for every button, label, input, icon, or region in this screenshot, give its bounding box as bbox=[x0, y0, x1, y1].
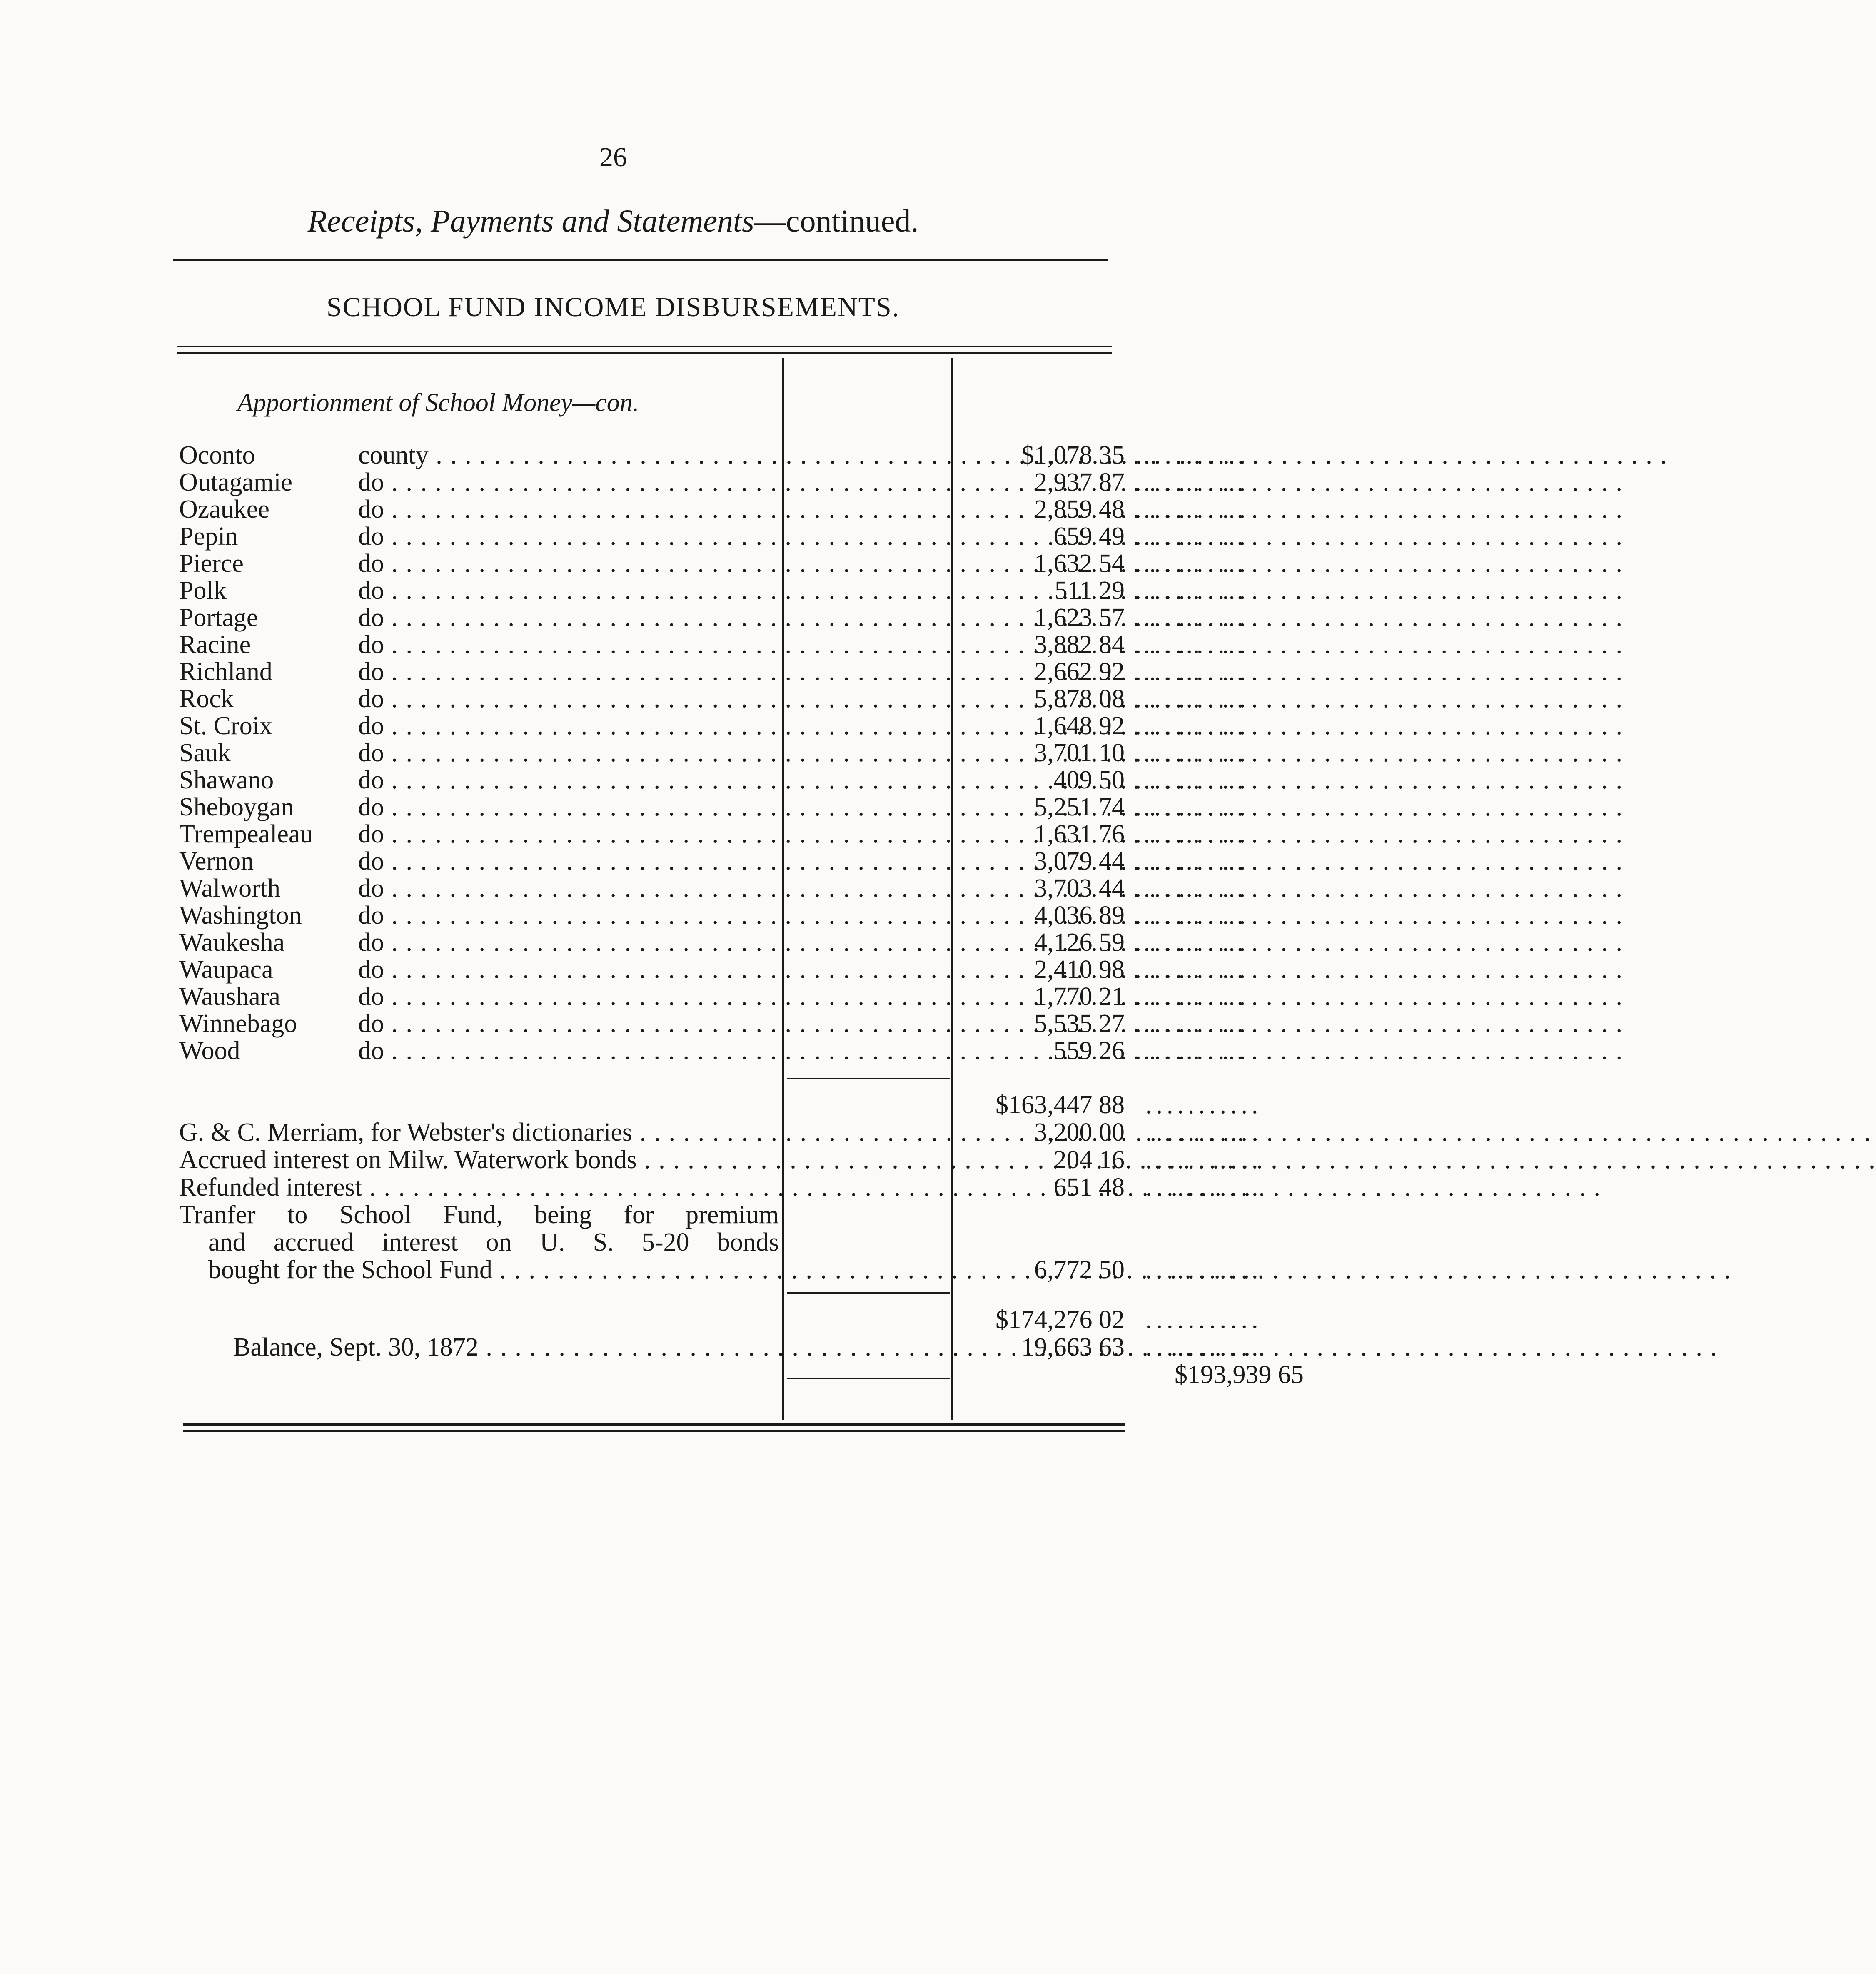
county-label bbox=[179, 1010, 779, 1037]
county-label bbox=[179, 604, 779, 631]
transfer-amount: 6,772 50 bbox=[1034, 1256, 1125, 1284]
dot-leader: ........... bbox=[1133, 739, 1250, 767]
county-name: Trempealeau bbox=[179, 820, 313, 848]
county-suffix: do bbox=[358, 576, 384, 605]
dot-leader: ........... bbox=[1133, 712, 1250, 740]
county-name: Vernon bbox=[179, 847, 254, 875]
county-suffix: do bbox=[358, 793, 384, 821]
county-amount: 4,036 89 bbox=[1034, 901, 1125, 930]
transfer-text-line2: and accrued interest on U. S. 5-20 bonds bbox=[208, 1228, 779, 1256]
county-suffix: do bbox=[358, 901, 384, 930]
county-name: Polk bbox=[179, 576, 227, 605]
county-name: Oconto bbox=[179, 441, 255, 469]
other-item-label: Refunded interest . . . bbox=[179, 1174, 779, 1201]
dot-leader: ........... bbox=[1133, 631, 1250, 659]
grand-total-amount: $193,939 65 bbox=[1175, 1361, 1304, 1389]
county-amount: 2,410 98 bbox=[1034, 955, 1125, 984]
county-label bbox=[179, 847, 779, 875]
county-amount: 511 29 bbox=[1054, 576, 1125, 605]
county-name: St. Croix bbox=[179, 712, 272, 740]
county-label bbox=[179, 766, 779, 794]
county-label bbox=[179, 902, 779, 929]
county-amount: 4,126 59 bbox=[1034, 928, 1125, 957]
county-amount: 5,878 08 bbox=[1034, 685, 1125, 713]
dot-leader: ........... bbox=[1133, 549, 1250, 578]
balance-amount: 19,663 63 bbox=[1021, 1333, 1125, 1361]
dot-leader: ........... bbox=[1133, 901, 1250, 930]
county-suffix: do bbox=[358, 766, 384, 794]
county-name: Waushara bbox=[179, 982, 280, 1011]
county-amount: 2,859 48 bbox=[1034, 495, 1125, 523]
county-name: Ozaukee bbox=[179, 495, 269, 523]
dot-leader: ........... bbox=[1145, 1091, 1262, 1119]
county-label bbox=[179, 685, 779, 713]
county-amount: 2,662 92 bbox=[1034, 658, 1125, 686]
dot-leader: ........... bbox=[1145, 1173, 1262, 1201]
dot-leader: ........... bbox=[1133, 955, 1250, 984]
county-name: Pierce bbox=[179, 549, 244, 578]
county-suffix: do bbox=[358, 712, 384, 740]
county-label bbox=[179, 1037, 779, 1064]
dot-leader: ........... bbox=[1133, 766, 1250, 794]
county-amount: 3,701 10 bbox=[1034, 739, 1125, 767]
dot-leader: ........... bbox=[1133, 522, 1250, 551]
county-suffix: do bbox=[358, 603, 384, 632]
county-label bbox=[179, 793, 779, 821]
county-suffix: do bbox=[358, 495, 384, 523]
balance-label: Balance, Sept. 30, 1872 . . . bbox=[233, 1333, 779, 1361]
county-name: Pepin bbox=[179, 522, 238, 551]
page-heading bbox=[0, 203, 1226, 239]
county-suffix: do bbox=[358, 1037, 384, 1065]
county-suffix: do bbox=[358, 549, 384, 578]
county-name: Racine bbox=[179, 631, 251, 659]
county-suffix: do bbox=[358, 1009, 384, 1038]
county-suffix: do bbox=[358, 928, 384, 957]
county-name: Outagamie bbox=[179, 468, 293, 496]
county-label bbox=[179, 469, 779, 496]
county-amount: 2,937 87 bbox=[1034, 468, 1125, 496]
county-label bbox=[179, 577, 779, 604]
county-amount: 3,079 44 bbox=[1034, 847, 1125, 875]
county-label bbox=[179, 658, 779, 685]
county-amount: 1,770 21 bbox=[1034, 982, 1125, 1011]
subtotal-2-rule bbox=[787, 1292, 950, 1294]
county-label bbox=[179, 496, 779, 523]
dot-leader: ........... bbox=[1145, 1256, 1262, 1284]
county-label bbox=[179, 929, 779, 956]
heading-rule bbox=[173, 259, 1108, 261]
dot-leader: ........... bbox=[1133, 441, 1250, 469]
county-suffix: do bbox=[358, 982, 384, 1011]
footer-double-rule-top bbox=[183, 1423, 1125, 1426]
dot-leader: ........... bbox=[1133, 603, 1250, 632]
county-label bbox=[179, 441, 779, 469]
dot-leader: ........... bbox=[1133, 1009, 1250, 1038]
county-amount: 1,648 92 bbox=[1034, 712, 1125, 740]
transfer-text-line3: bought for the School Fund . . . bbox=[208, 1256, 779, 1284]
county-amount: 1,631 76 bbox=[1034, 820, 1125, 848]
balance-rule bbox=[787, 1378, 950, 1379]
county-amount: 559 26 bbox=[1053, 1037, 1125, 1065]
county-amount: 659 49 bbox=[1053, 522, 1125, 551]
section-title: SCHOOL FUND INCOME DISBURSEMENTS. bbox=[326, 292, 900, 322]
county-name: Sheboygan bbox=[179, 793, 294, 821]
dot-leader: ........... bbox=[1133, 495, 1250, 523]
other-item-amount: 651 48 bbox=[1053, 1173, 1125, 1201]
dot-leader: ........... bbox=[1133, 982, 1250, 1011]
county-label bbox=[179, 956, 779, 983]
county-label bbox=[179, 983, 779, 1010]
footer-double-rule-bottom bbox=[183, 1430, 1125, 1432]
county-amount: 5,251 74 bbox=[1034, 793, 1125, 821]
county-name: Richland bbox=[179, 658, 272, 686]
other-item-label: Accrued interest on Milw. Waterwork bonds . . . bbox=[179, 1146, 779, 1174]
county-label bbox=[179, 712, 779, 740]
heading-rest: —continued. bbox=[754, 204, 919, 239]
county-name: Wood bbox=[179, 1037, 240, 1065]
county-name: Waupaca bbox=[179, 955, 273, 984]
other-item-amount: 204 16 bbox=[1053, 1146, 1125, 1174]
county-suffix: county bbox=[358, 441, 429, 469]
county-name: Portage bbox=[179, 603, 258, 632]
dot-leader: ........... bbox=[1133, 658, 1250, 686]
dot-leader: ........... bbox=[1133, 685, 1250, 713]
subheading: Apportionment of School Money—con. bbox=[237, 389, 639, 417]
subtotal-1-amount: $163,447 88 bbox=[995, 1091, 1125, 1119]
county-amount: 1,632 54 bbox=[1034, 549, 1125, 578]
transfer-text-line1: Tranfer to School Fund, being for premium bbox=[179, 1201, 779, 1229]
title-double-rule-bottom bbox=[177, 352, 1112, 354]
county-name: Sauk bbox=[179, 739, 231, 767]
dot-leader: ........... bbox=[1133, 874, 1250, 902]
dot-leader: ........... bbox=[1133, 576, 1250, 605]
county-suffix: do bbox=[358, 685, 384, 713]
county-label bbox=[179, 739, 779, 767]
subtotal-2-amount: $174,276 02 bbox=[995, 1306, 1125, 1334]
county-name: Winnebago bbox=[179, 1009, 297, 1038]
dot-leader: ........... bbox=[1133, 847, 1250, 875]
county-label bbox=[179, 523, 779, 550]
county-amount: 409 50 bbox=[1053, 766, 1125, 794]
other-item-label: G. & C. Merriam, for Webster's dictionaries . . . bbox=[179, 1119, 779, 1146]
dot-leader: ........... bbox=[1133, 820, 1250, 848]
page-number: 26 bbox=[599, 142, 627, 172]
county-amount: 1,623 57 bbox=[1034, 603, 1125, 632]
county-suffix: do bbox=[358, 658, 384, 686]
county-suffix: do bbox=[358, 847, 384, 875]
county-suffix: do bbox=[358, 522, 384, 551]
county-name: Waukesha bbox=[179, 928, 285, 957]
dot-leader: ........... bbox=[1133, 1037, 1250, 1065]
county-label bbox=[179, 550, 779, 577]
dot-leader: ........... bbox=[1133, 793, 1250, 821]
dot-leader: ........... bbox=[1145, 1333, 1262, 1361]
county-amount: 3,703 44 bbox=[1034, 874, 1125, 902]
dot-leader: ........... bbox=[1145, 1306, 1262, 1334]
title-double-rule-top bbox=[177, 346, 1112, 347]
county-suffix: do bbox=[358, 874, 384, 902]
county-label bbox=[179, 875, 779, 902]
county-suffix: do bbox=[358, 820, 384, 848]
county-suffix: do bbox=[358, 955, 384, 984]
other-item-amount: 3,200 00 bbox=[1034, 1118, 1125, 1147]
county-amount: 3,882 84 bbox=[1034, 631, 1125, 659]
county-amount: 5,535 27 bbox=[1034, 1009, 1125, 1038]
dot-leader: ........... bbox=[1133, 928, 1250, 957]
county-label bbox=[179, 820, 779, 848]
county-suffix: do bbox=[358, 631, 384, 659]
county-amount: $1,078 35 bbox=[1021, 441, 1125, 469]
dot-leader: ........... bbox=[1133, 468, 1250, 496]
subtotal-1-rule bbox=[787, 1078, 950, 1079]
county-name: Rock bbox=[179, 685, 234, 713]
county-name: Walworth bbox=[179, 874, 280, 902]
county-name: Washington bbox=[179, 901, 302, 930]
dot-leader: ........... bbox=[1145, 1146, 1262, 1174]
heading-italic: Receipts, Payments and Statements bbox=[307, 204, 754, 239]
dot-leader: ........... bbox=[1145, 1118, 1262, 1147]
county-name: Shawano bbox=[179, 766, 274, 794]
county-suffix: do bbox=[358, 739, 384, 767]
county-label bbox=[179, 631, 779, 658]
county-suffix: do bbox=[358, 468, 384, 496]
